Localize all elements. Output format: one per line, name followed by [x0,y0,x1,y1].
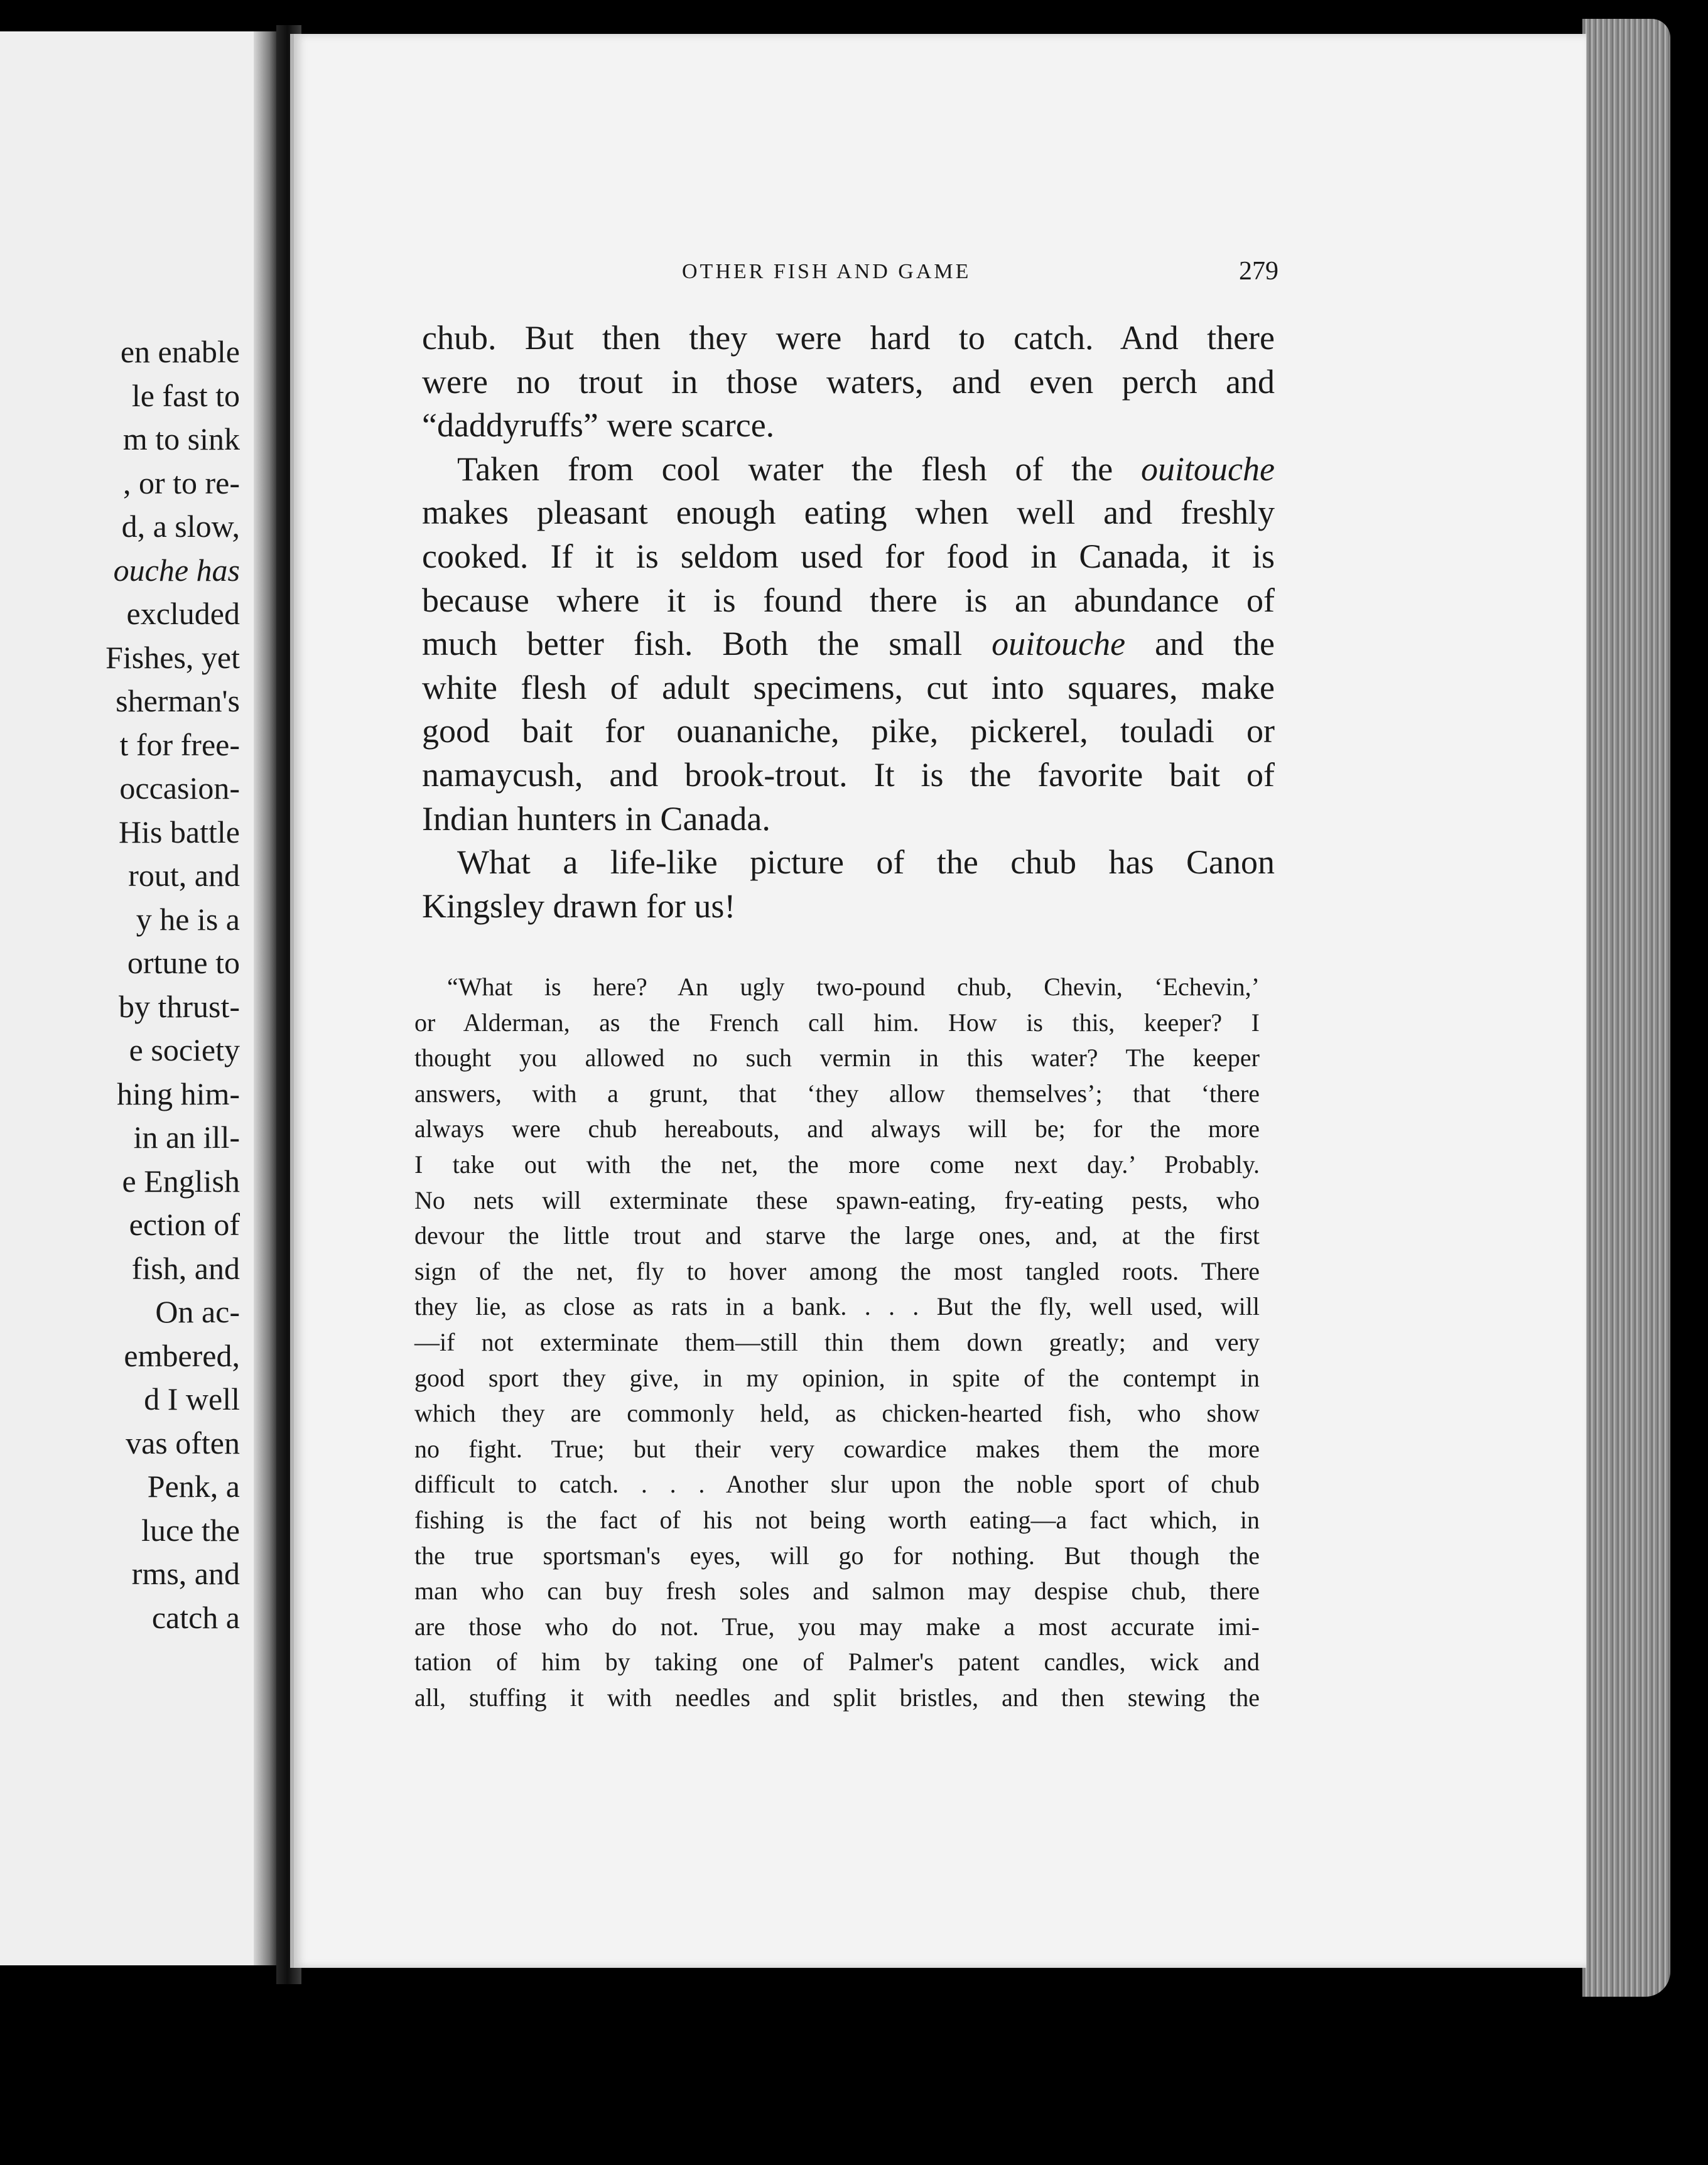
left-line: luce the [141,1512,240,1548]
left-gutter-shadow [254,31,276,1965]
left-line: e society [129,1032,240,1067]
quote-line: all, stuffing it with needles and split bristles, and then stewing the [414,1683,1260,1712]
left-line: y he is a [136,901,240,937]
quote-line: answers, with a grunt, that ‘they allow themselves’; that ‘there [414,1079,1260,1108]
page-header [682,257,1278,291]
text-line: “daddyruffs” were scarce. [422,406,775,445]
text-run: and the [1125,625,1275,663]
left-line: e English [122,1163,240,1199]
left-line: embered, [124,1337,240,1373]
text-line: Indian hunters in Canada. [422,799,770,838]
left-line: fish, and [131,1250,240,1286]
text-run: Taken from cool water the flesh of the [457,450,1142,488]
text-line: chub. But then they were hard to catch. And there [422,319,1275,357]
left-line: hing him- [117,1076,240,1111]
quote-line: “What is here? An ugly two-pound chub, Chevin, ‘Echevin,’ [447,973,1260,1001]
quote-line: are those who do not. True, you may make a most accurate imi- [414,1612,1260,1641]
quote-line: No nets will exterminate these spawn-eating, fry-eating pests, who [414,1185,1260,1214]
quote-line: fishing is the fact of his not being worth eating—a fact which, in [414,1505,1260,1534]
quote-line: I take out with the net, the more come next day.’ Probably. [414,1150,1260,1179]
left-line: catch a [151,1599,240,1635]
paragraph-3 [422,841,1275,928]
quote-line: tation of him by taking one of Palmer's patent candles, wick and [414,1648,1260,1676]
text-line: were no trout in those waters, and even perch and [422,362,1275,401]
text-line: Kingsley drawn for us! [422,887,736,925]
quote-line: always were chub hereabouts, and always will be; for the more [414,1115,1260,1143]
quote-line: which they are commonly held, as chicken-hearted fish, who show [414,1399,1260,1428]
block-quote [414,969,1260,1715]
left-line: ouche has [113,552,240,588]
text-line [422,622,1275,666]
left-line: ection of [129,1207,240,1242]
left-line: in an ill- [133,1120,240,1155]
quote-line: they lie, as close as rats in a bank. . . . But the fly, well used, will [414,1292,1260,1321]
running-title: OTHER FISH AND GAME [682,260,971,283]
left-line: excluded [126,596,240,631]
text-line: namaycush, and brook-trout. It is the favorite bait of [422,755,1275,794]
left-line: m to sink [122,421,240,456]
page-edges [1582,19,1670,1997]
quote-line: —if not exterminate them—still thin them down greatly; and very [414,1327,1260,1356]
italic-term: ouitouche [992,625,1126,663]
text-line: cooked. If it is seldom used for food in Canada, it is [422,537,1275,575]
italic-term: ouitouche [1141,450,1275,488]
left-line: en enable [120,334,240,369]
quote-line: difficult to catch. . . . Another slur upon the noble sport of chub [414,1470,1260,1499]
left-line: ortune to [127,945,240,980]
left-line: by thrust- [118,988,240,1024]
quote-line: or Alderman, as the French call him. How is this, keeper? I [414,1008,1260,1037]
left-line: Penk, a [147,1469,240,1504]
left-line: His battle [118,814,240,850]
left-line: Fishes, yet [105,639,240,675]
left-line: , or to re- [122,465,240,500]
left-line: d I well [144,1381,240,1417]
text-line: What a life-like picture of the chub has Canon [457,843,1275,882]
left-line: vas often [126,1425,240,1460]
left-line: d, a slow, [121,509,240,544]
left-line: On ac- [155,1294,240,1329]
left-line: rout, and [128,858,240,893]
quote-line: no fight. True; but their very cowardice makes them the more [414,1434,1260,1463]
left-line: occasion- [119,770,240,806]
quote-line: devour the little trout and starve the large ones, and, at the first [414,1221,1260,1250]
text-line: because where it is found there is an abundance of [422,581,1275,619]
body-text [422,316,1275,928]
quote-line: man who can buy fresh soles and salmon may despise chub, there [414,1577,1260,1606]
quote-line: sign of the net, fly to hover among the most tangled roots. There [414,1256,1260,1285]
quote-line: thought you allowed no such vermin in this water? The keeper [414,1044,1260,1072]
left-page-text [105,330,240,1639]
text-line: makes pleasant enough eating when well and freshly [422,494,1275,532]
page-number: 279 [1239,257,1278,286]
quote-line: the true sportsman's eyes, will go for nothing. But though the [414,1541,1260,1570]
left-line: rms, and [131,1556,240,1591]
left-line: sherman's [116,683,240,718]
left-line: t for free- [119,726,240,762]
text-line [422,448,1275,492]
text-line: white flesh of adult specimens, cut into squares, make [422,668,1275,706]
text-line: good bait for ouananiche, pike, pickerel, touladi or [422,712,1275,750]
paragraph-2 [422,448,1275,841]
left-page-fragment [0,31,276,1965]
left-line: le fast to [131,377,240,413]
quote-line: good sport they give, in my opinion, in spite of the contempt in [414,1363,1260,1392]
text-run: much better fish. Both the small [422,625,992,663]
paragraph-1 [422,316,1275,448]
